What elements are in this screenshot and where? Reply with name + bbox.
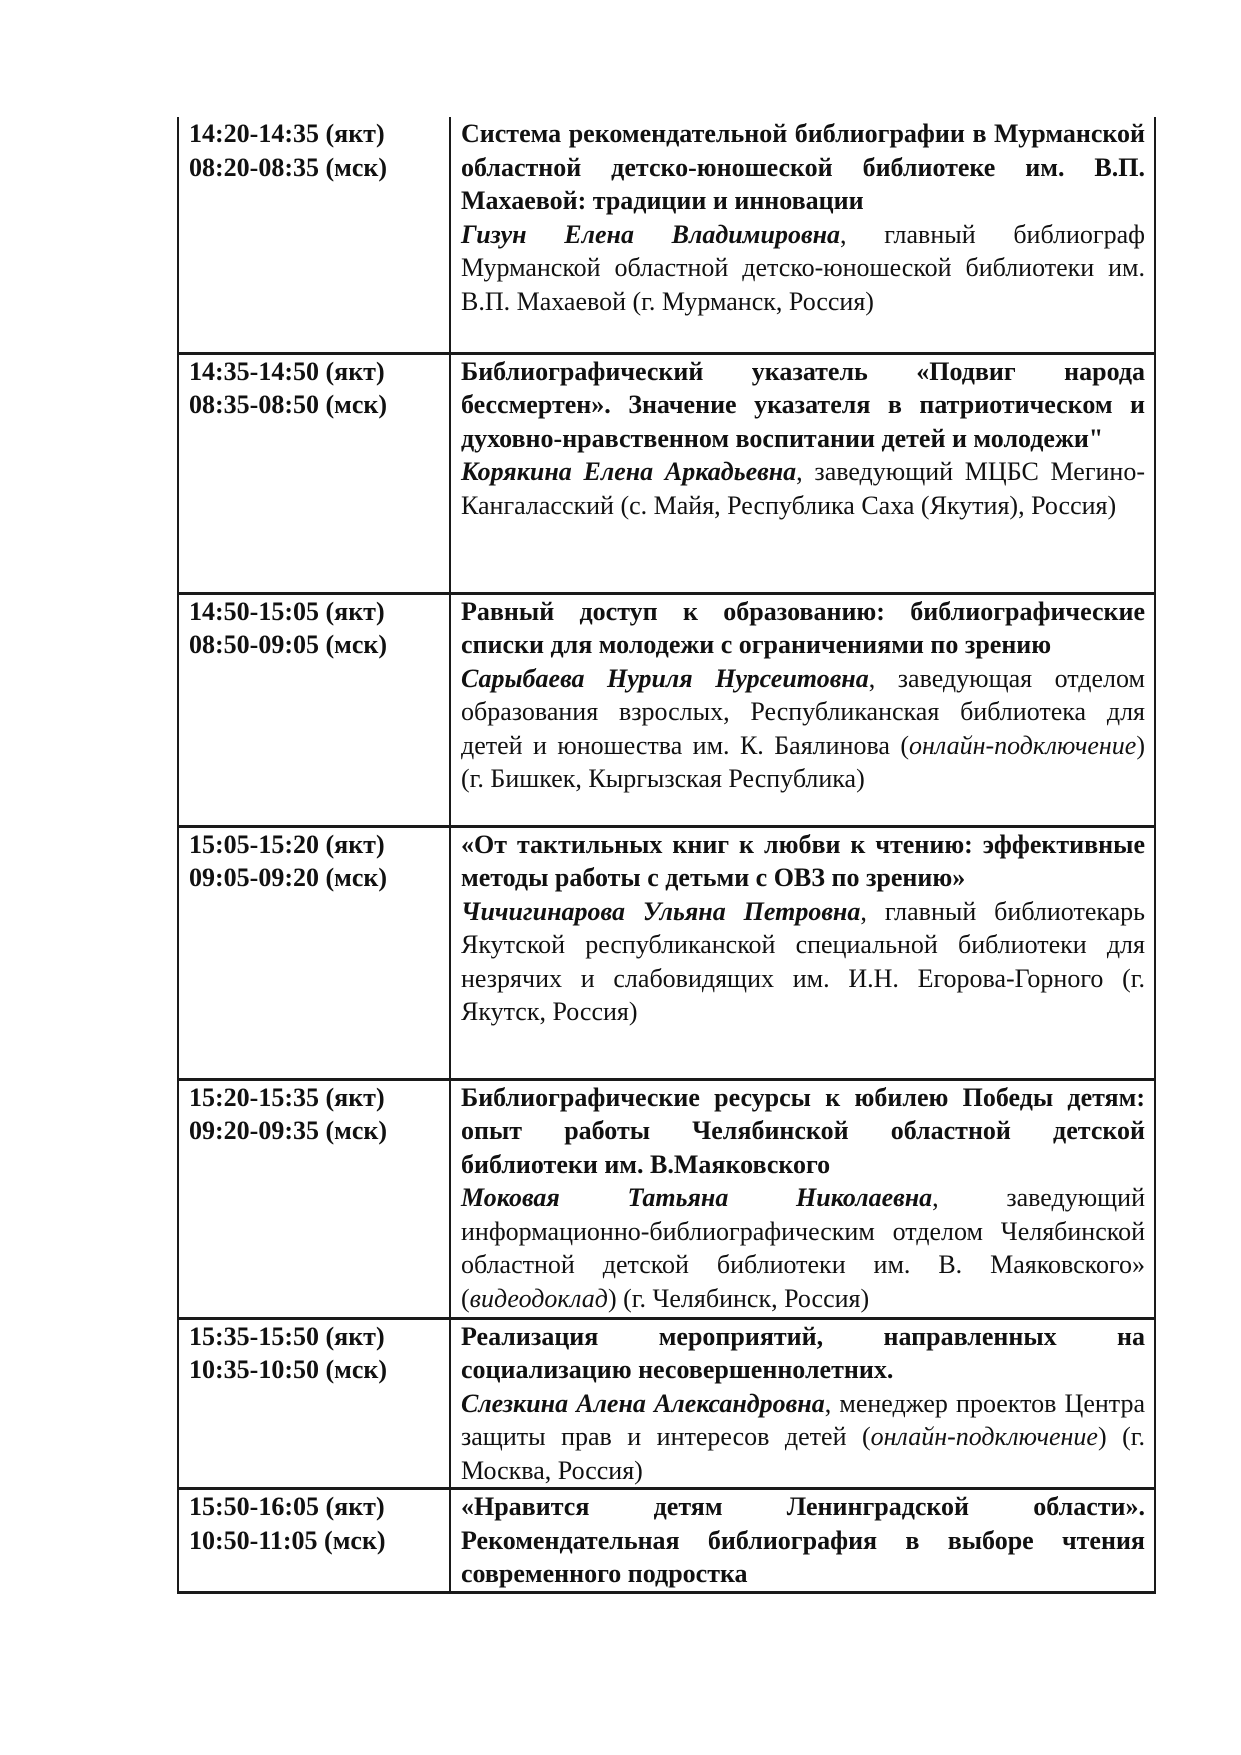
speaker-location: ) (г. Москва, Россия)	[461, 1422, 1145, 1485]
time-yakt: 15:50-16:05 (якт)	[189, 1492, 385, 1521]
time-msk: 08:50-09:05 (мск)	[189, 630, 388, 659]
table-row	[178, 1489, 1155, 1593]
talk-title: «От тактильных книг к любви к чтению: эффективные методы работы с детьми с ОВЗ по зрению»	[461, 829, 1145, 892]
participation-mode: онлайн-подключение	[870, 1422, 1098, 1451]
time-yakt: 14:20-14:35 (якт)	[189, 119, 385, 148]
time-yakt: 15:20-15:35 (якт)	[189, 1082, 385, 1112]
time-cell	[178, 1489, 450, 1593]
content-cell	[450, 826, 1155, 1079]
content-cell	[450, 1079, 1155, 1318]
table-row	[178, 593, 1155, 826]
participation-mode: видеодоклад	[469, 1283, 608, 1313]
speaker-details: , главный библиограф Мурманской областной детско-юношеской библиотеки им. В.П. Махаевой (г. Мурманск, Россия)	[461, 219, 1145, 316]
content-cell	[450, 1489, 1155, 1593]
table-row	[178, 1079, 1155, 1318]
speaker-name: Гизун Елена Владимировна	[461, 219, 841, 249]
time-yakt: 15:05-15:20 (якт)	[189, 829, 385, 859]
speaker-name: Корякина Елена Аркадьевна	[461, 457, 797, 486]
table-row	[178, 117, 1155, 353]
speaker-details: , заведующая отделом образования взрослых, Республиканская библиотека для детей и юношества им. К. Баялинова (	[461, 663, 1145, 760]
time-msk: 08:35-08:50 (мск)	[189, 390, 388, 419]
time-yakt: 15:35-15:50 (якт)	[189, 1321, 385, 1351]
time-cell	[178, 353, 450, 593]
speaker-details: , заведующий МЦБС Мегино-Кангаласский (с. Майя, Республика Саха (Якутия), Россия)	[461, 457, 1145, 520]
table-row	[178, 353, 1155, 593]
content-cell	[450, 593, 1155, 826]
speaker-details: , заведующий информационно-библиографическим отделом Челябинской областной детской библиотеки им. В. Маяковского» (	[461, 1183, 1145, 1313]
speaker-name: Слезкина Алена Александровна	[461, 1388, 825, 1418]
participation-mode: онлайн-подключение	[909, 730, 1137, 760]
time-msk: 10:35-10:50 (мск)	[189, 1355, 388, 1384]
time-cell	[178, 826, 450, 1079]
time-cell	[178, 593, 450, 826]
talk-title: Равный доступ к образованию: библиографические списки для молодежи с ограничениями по зрению	[461, 596, 1145, 659]
speaker-details: , менеджер проектов Центра защиты прав и интересов детей (	[461, 1388, 1145, 1451]
time-cell	[178, 1079, 450, 1318]
talk-title: Система рекомендательной библиографии в Мурманской областной детско-юношеской библиотеке им. В.П. Махаевой: традиции и инновации	[461, 119, 1145, 215]
table-row	[178, 826, 1155, 1079]
program-table	[177, 117, 1156, 1594]
time-msk: 09:05-09:20 (мск)	[189, 863, 388, 892]
time-yakt: 14:35-14:50 (якт)	[189, 356, 385, 386]
time-msk: 08:20-08:35 (мск)	[189, 152, 388, 182]
talk-title: Реализация мероприятий, направленных на социализацию несовершеннолетних.	[461, 1321, 1145, 1384]
speaker-name: Моковая Татьяна Николаевна	[461, 1183, 933, 1212]
time-msk: 10:50-11:05 (мск)	[189, 1525, 386, 1555]
talk-title: «Нравится детям Ленинградской области». Рекомендательная библиография в выборе чтения современного подростка	[461, 1492, 1145, 1588]
time-cell	[178, 117, 450, 353]
speaker-name: Чичигинарова Ульяна Петровна	[461, 896, 861, 926]
speaker-location: ) (г. Бишкек, Кыргызская Республика)	[461, 730, 1145, 793]
talk-title: Библиографические ресурсы к юбилею Победы детям: опыт работы Челябинской областной детской библиотеки им. В.Маяковского	[461, 1082, 1145, 1179]
time-cell	[178, 1318, 450, 1489]
speaker-name: Сарыбаева Нуриля Нурсеитовна	[461, 663, 869, 693]
content-cell	[450, 353, 1155, 593]
speaker-location: ) (г. Челябинск, Россия)	[607, 1283, 870, 1313]
content-cell	[450, 1318, 1155, 1489]
talk-title: Библиографический указатель «Подвиг народа бессмертен». Значение указателя в патриотическом и духовно-нравственном воспитании детей и молодежи"	[461, 356, 1145, 453]
speaker-details: , главный библиотекарь Якутской республиканской специальной библиотеки для незрячих и слабовидящих им. И.Н. Егорова-Горного (г. Якутск, Россия)	[461, 896, 1145, 1026]
time-yakt: 14:50-15:05 (якт)	[189, 596, 385, 626]
content-cell	[450, 117, 1155, 353]
time-msk: 09:20-09:35 (мск)	[189, 1116, 388, 1145]
table-row	[178, 1318, 1155, 1489]
